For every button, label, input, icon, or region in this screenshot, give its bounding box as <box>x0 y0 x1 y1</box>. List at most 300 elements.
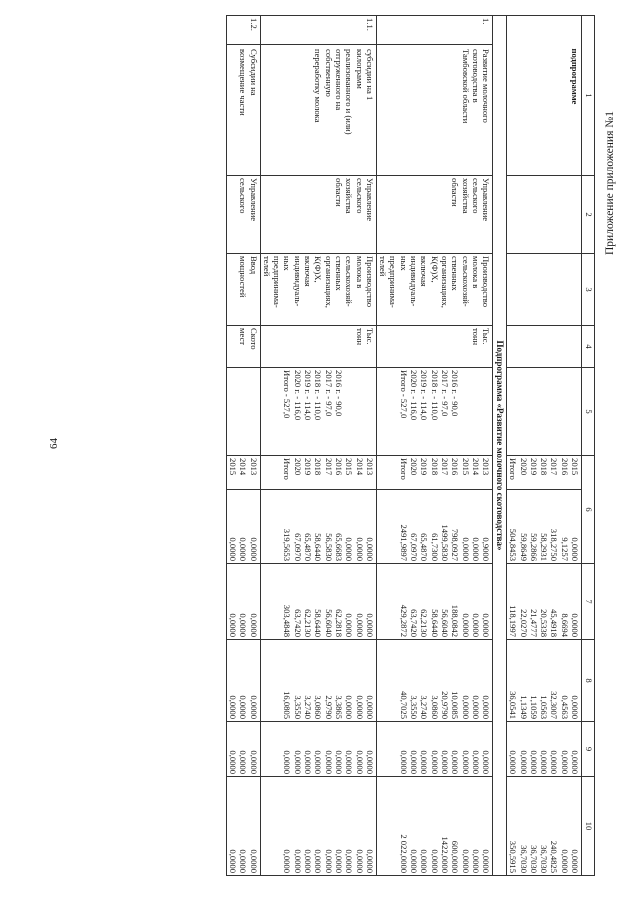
cell-line: 3,2740 <box>419 695 430 720</box>
cell-line: 0,0000 <box>323 750 334 775</box>
cell-line: 20,9790 <box>439 691 450 720</box>
cell-line: 0,0000 <box>313 750 324 775</box>
cell-line <box>471 370 481 453</box>
cell-line: 2019 <box>419 458 430 476</box>
cell-line: Развитие молочного <box>481 49 492 123</box>
cell-line: 67,0970 <box>409 533 420 562</box>
cell-line: 0,0000 <box>248 695 259 720</box>
cell-line: 2 022,0000 <box>398 834 409 874</box>
cell-line: 0,0000 <box>303 750 314 775</box>
cell-line: 0,0000 <box>528 750 539 775</box>
cell-c9 <box>226 722 260 777</box>
cell-line: 0,0000 <box>470 695 481 720</box>
cell-c6 <box>376 490 492 564</box>
cell-line: 429,2872 <box>398 604 409 638</box>
cell-line: 21,4777 <box>528 609 539 638</box>
cell-line: области <box>333 178 344 207</box>
cell-line: 2019 <box>303 458 314 476</box>
cell-line: 188,0842 <box>450 604 461 638</box>
cell-line: сельского <box>354 178 365 214</box>
cell-line: 3,3550 <box>409 695 420 720</box>
cell-line: 3,0860 <box>429 695 440 720</box>
cell-line: Итого <box>398 458 409 480</box>
cell-line: тонн <box>354 328 365 346</box>
cell-line: 0,0000 <box>481 695 492 720</box>
cell-line: 0,0000 <box>248 750 259 775</box>
cell-line: тонн <box>470 328 481 346</box>
cell-line: 0,0000 <box>292 750 303 775</box>
cell-line: организациях, <box>323 256 334 308</box>
cell-line: 0,0000 <box>539 750 550 775</box>
cell-line: 2018 г. - 110,0 <box>313 370 324 421</box>
cell-line: 2018 <box>539 458 550 476</box>
cell-line: 798,0927 <box>450 528 461 562</box>
program-table <box>226 15 595 876</box>
cell-years <box>226 456 260 490</box>
cell-line: 2018 <box>429 458 440 476</box>
cell-line: 65,6683 <box>333 533 344 562</box>
cell-line: 2013 <box>481 458 492 476</box>
cell-targets <box>376 368 492 456</box>
cell-line: хозяйства <box>344 178 355 214</box>
cell-line: хозяйства <box>460 178 471 214</box>
cell-line: сельского <box>470 178 481 214</box>
cell-line: 0,0000 <box>228 750 238 775</box>
cell-line: 0,0000 <box>354 750 365 775</box>
cell-line: 0,0000 <box>354 695 365 720</box>
cell-c6 <box>260 490 376 564</box>
cell-line: 0,0000 <box>354 849 365 874</box>
cell-line: телей <box>261 256 272 277</box>
cell-line: 0,0000 <box>364 613 375 638</box>
cell-c7 <box>260 564 376 640</box>
cell-line: Итого - 527,0 <box>282 370 293 419</box>
cell-line: 3,0860 <box>313 695 324 720</box>
cell-line: Управление <box>248 178 259 222</box>
cell-c10 <box>376 777 492 876</box>
col-number-3: 3 <box>582 254 595 326</box>
cell-line: 318,2750 <box>549 528 560 562</box>
column-number-row <box>582 16 595 876</box>
cell-line: 1,1349 <box>518 695 529 720</box>
cell-line: Тамбовской области <box>460 49 471 124</box>
cell-line: 20,5338 <box>539 609 550 638</box>
cell-line: ственных <box>450 256 461 291</box>
cell-line: 2016 <box>333 458 344 476</box>
cell-line: 0,0000 <box>559 750 570 775</box>
cell-line: 0,0000 <box>364 849 375 874</box>
cell-line: 59,8649 <box>518 533 529 562</box>
cell-line: 0,0000 <box>238 750 249 775</box>
cell-line: 36,7030 <box>539 845 550 874</box>
cell-line: Управление <box>481 178 492 222</box>
cell-line: 0,0000 <box>470 613 481 638</box>
cell-line: 2491,9897 <box>398 524 409 562</box>
total-row <box>506 16 581 876</box>
cell-line: собственную <box>323 49 334 97</box>
cell-targets <box>226 368 260 456</box>
cell-line: 2015 <box>570 458 580 476</box>
cell-executor <box>260 176 376 254</box>
cell-line: 2020 г. - 116,0 <box>292 370 303 421</box>
cell-line: 36,7030 <box>528 845 539 874</box>
cell-line: Итого <box>282 458 293 480</box>
cell-line: 0,0000 <box>518 750 529 775</box>
cell-line: 0,0000 <box>333 750 344 775</box>
cell-line: 56,5830 <box>323 533 334 562</box>
cell-line: 0,0000 <box>282 849 293 874</box>
cell-line: 65,4870 <box>419 533 430 562</box>
cell-line: 0,0000 <box>470 750 481 775</box>
cell-c9 <box>376 722 492 777</box>
cell-line: 0,0000 <box>344 849 355 874</box>
cell-line: 0,0000 <box>450 750 461 775</box>
cell-indicator <box>226 254 260 326</box>
cell-line: 0,0000 <box>460 537 471 562</box>
cell-line: 0,0000 <box>248 537 259 562</box>
cell-line: Управление <box>364 178 375 222</box>
cell-line: 62,2130 <box>303 609 314 638</box>
cell-line: включая <box>303 256 314 287</box>
cell-line: ственных <box>333 256 344 291</box>
table-row <box>260 16 376 876</box>
cell-line: 303,4848 <box>282 604 293 638</box>
cell-line: 2015 <box>344 458 355 476</box>
cell-line: Производство <box>364 256 375 308</box>
cell-line: скотоводства в <box>470 49 481 103</box>
cell-line: 63,7420 <box>292 609 303 638</box>
cell-line: 0,4563 <box>559 695 570 720</box>
cell-line: 36,0541 <box>508 691 519 720</box>
col-number-1: 1 <box>582 16 595 176</box>
cell-c8 <box>226 640 260 722</box>
cell-line: Итого <box>508 458 519 480</box>
col-number-5: 5 <box>582 368 595 456</box>
page-number: 64 <box>48 438 60 449</box>
cell-line: 56,6040 <box>439 609 450 638</box>
cell-executor <box>226 176 260 254</box>
cell-line: 2017 г. - 97,0 <box>323 370 334 417</box>
cell-c8 <box>260 640 376 722</box>
cell-line: 0,0000 <box>228 695 238 720</box>
cell-line: сельского <box>238 178 249 214</box>
col-number-10: 10 <box>582 777 595 876</box>
cell-line: 504,8453 <box>508 528 519 562</box>
cell-line: переработку молока <box>313 49 324 123</box>
cell-line: возмещение части <box>238 49 249 116</box>
cell-line: 63,7420 <box>409 609 420 638</box>
cell-line: 0,0000 <box>460 750 471 775</box>
cell-c7 <box>376 564 492 640</box>
cell-line: 9,1257 <box>559 537 570 562</box>
cell-c10 <box>226 777 260 876</box>
cell-line: 0,0000 <box>409 849 420 874</box>
cell-line: 2020 г. - 116,0 <box>409 370 420 421</box>
col-number-2: 2 <box>582 176 595 254</box>
cell-line: 36,7030 <box>518 845 529 874</box>
cell-c7 <box>506 564 581 640</box>
cell-line: 16,0805 <box>282 691 293 720</box>
cell-unit <box>226 326 260 368</box>
cell-c8 <box>506 640 581 722</box>
cell-line: мощностей <box>238 256 249 298</box>
table-row <box>376 16 492 876</box>
cell-indicator <box>376 254 492 326</box>
cell-line: мест <box>238 328 249 346</box>
cell-line: 2016 <box>450 458 461 476</box>
cell-line: 22,0270 <box>518 609 529 638</box>
cell-line: Тыс. <box>481 328 492 345</box>
cell-line: К(Ф)Х, <box>429 256 440 283</box>
cell-c9 <box>260 722 376 777</box>
cell-line: 0,0000 <box>460 695 471 720</box>
cell-line: 0,0000 <box>409 750 420 775</box>
cell-line: 2014 <box>354 458 365 476</box>
cell-line: 0,0000 <box>313 849 324 874</box>
cell-line: 40,7025 <box>398 691 409 720</box>
col-number-7: 7 <box>582 564 595 640</box>
cell-line: 58,2931 <box>539 533 550 562</box>
cell-line: 2020 <box>292 458 303 476</box>
col-number-8: 8 <box>582 640 595 722</box>
cell-line: 0,0000 <box>570 849 580 874</box>
cell-line: 0,0000 <box>470 849 481 874</box>
cell-line: 45,4918 <box>549 609 560 638</box>
cell-line: 0,9000 <box>481 537 492 562</box>
cell-line: 0,0000 <box>549 750 560 775</box>
cell-indicator <box>260 254 376 326</box>
cell-line: области <box>450 178 461 207</box>
cell-line: 0,0000 <box>303 849 314 874</box>
cell-line: отгруженного на <box>333 49 344 111</box>
cell-line: 0,0000 <box>570 537 580 562</box>
cell-line: 2018 <box>313 458 324 476</box>
cell-line: субсидии на 1 <box>364 49 375 101</box>
rotated-table-container <box>95 15 595 875</box>
cell-line: 1499,5830 <box>439 524 450 562</box>
cell-line: 0,0000 <box>481 750 492 775</box>
cell-line: 3,3865 <box>333 695 344 720</box>
cell-unit <box>376 326 492 368</box>
cell-line: ных <box>398 256 409 271</box>
cell-years <box>260 456 376 490</box>
cell-line: 0,0000 <box>364 695 375 720</box>
cell-line: 0,0000 <box>323 849 334 874</box>
cell-line: 2014 <box>238 458 249 476</box>
cell-line <box>481 370 491 453</box>
cell-line: 2019 г. - 114,0 <box>303 370 314 421</box>
cell-line: 0,0000 <box>238 695 249 720</box>
cell-name <box>260 45 376 176</box>
cell-line: 2017 <box>439 458 450 476</box>
cell-line: 0,0000 <box>292 849 303 874</box>
cell-line: 2015 <box>460 458 471 476</box>
cell-line: 2013 <box>364 458 375 476</box>
cell-line: 0,0000 <box>282 750 293 775</box>
cell-line: 0,0000 <box>429 849 440 874</box>
cell-line: 0,0000 <box>238 537 249 562</box>
cell-line: 2013 <box>248 458 259 476</box>
cell-line: 0,0000 <box>228 537 238 562</box>
cell-line: сельскохозяй- <box>460 256 471 307</box>
cell-line: 3,2740 <box>303 695 314 720</box>
cell-line: 0,0000 <box>398 750 409 775</box>
cell-line: организациях, <box>439 256 450 308</box>
cell-unit <box>260 326 376 368</box>
table-row <box>226 16 260 876</box>
row-number: 1.2. <box>226 16 260 45</box>
cell-line: 62,2818 <box>333 609 344 638</box>
col-number-6: 6 <box>582 456 595 564</box>
cell-line: Производство <box>481 256 492 308</box>
cell-line: 0,0000 <box>228 613 238 638</box>
cell-line: Тыс. <box>364 328 375 345</box>
cell-c7 <box>226 564 260 640</box>
cell-line: 2017 г. - 97,0 <box>439 370 450 417</box>
cell-line: 0,0000 <box>344 695 355 720</box>
cell-line: 0,0000 <box>354 613 365 638</box>
cell-executor <box>376 176 492 254</box>
cell-line: 58,6440 <box>429 609 440 638</box>
cell-years <box>506 456 581 490</box>
col-number-4: 4 <box>582 326 595 368</box>
cell-line: молока в <box>470 256 481 289</box>
cell-line: включая <box>419 256 430 287</box>
cell-line: 0,0000 <box>460 849 471 874</box>
cell-line: 0,0000 <box>333 849 344 874</box>
cell-c8 <box>376 640 492 722</box>
cell-line: 2019 г. - 114,0 <box>419 370 430 421</box>
cell-line <box>460 370 470 453</box>
cell-line: 67,0970 <box>292 533 303 562</box>
cell-line: 0,0000 <box>238 613 249 638</box>
subprogram-title-row <box>493 16 507 876</box>
cell-line: 0,0000 <box>248 613 259 638</box>
cell-line: ных <box>282 256 293 271</box>
cell-line: сельскохозяй- <box>344 256 355 307</box>
cell-line: 2017 <box>549 458 560 476</box>
cell-line: 0,0000 <box>248 849 259 874</box>
cell-line: 240,4825 <box>549 840 560 874</box>
cell-line: Ввод <box>248 256 259 275</box>
cell-line: 0,0000 <box>481 613 492 638</box>
cell-c6 <box>226 490 260 564</box>
cell-c9 <box>506 722 581 777</box>
cell-line: Субсидии на <box>248 49 259 96</box>
cell-line: 0,0000 <box>238 849 249 874</box>
col-number-9: 9 <box>582 722 595 777</box>
cell-line: 61,7300 <box>429 533 440 562</box>
cell-line: 1,1059 <box>528 695 539 720</box>
cell-name <box>226 45 260 176</box>
cell-line: 1422,0000 <box>439 836 450 874</box>
cell-line: 32,3007 <box>549 691 560 720</box>
cell-line: 2015 <box>228 458 238 476</box>
cell-line: 2014 <box>470 458 481 476</box>
cell-line: 62,2130 <box>419 609 430 638</box>
cell-line: 0,0000 <box>481 849 492 874</box>
cell-name <box>376 45 492 176</box>
cell-line: 1,0563 <box>539 695 550 720</box>
cell-line <box>365 370 375 453</box>
cell-line: килограмм <box>354 49 365 89</box>
cell-line: Ското <box>248 328 259 350</box>
subprogram-title: Подпрограмма «Развитие молочного скотоводства» <box>493 16 507 876</box>
cell-line: 2016 <box>559 458 570 476</box>
cell-line: Итого - 527,0 <box>398 370 409 419</box>
cell-line: 0,0000 <box>228 849 238 874</box>
row-number: 1.1. <box>260 16 376 45</box>
cell-line: 0,0000 <box>508 750 519 775</box>
cell-line: 3,3550 <box>292 695 303 720</box>
cell-line: 0,0000 <box>364 537 375 562</box>
cell-line: предпринима- <box>272 256 283 308</box>
cell-line: 0,0000 <box>429 750 440 775</box>
cell-line: телей <box>378 256 389 277</box>
cell-line: К(Ф)Х, <box>313 256 324 283</box>
cell-line: 0,0000 <box>419 750 430 775</box>
cell-line: 2020 <box>518 458 529 476</box>
cell-line: 0,0000 <box>344 750 355 775</box>
cell-line: 65,4870 <box>303 533 314 562</box>
cell-c6 <box>506 490 581 564</box>
cell-line: 58,6440 <box>313 609 324 638</box>
cell-years <box>376 456 492 490</box>
total-label: подпрограмме <box>506 45 581 176</box>
cell-line: 59,2866 <box>528 533 539 562</box>
appendix-label: Приложение приложения №1 <box>604 111 616 255</box>
cell-line: 2018 г. - 110,0 <box>429 370 440 421</box>
cell-line: 0,0000 <box>344 613 355 638</box>
cell-line: 0,0000 <box>344 537 355 562</box>
row-number: 1. <box>376 16 492 45</box>
cell-line: 0,0000 <box>570 613 580 638</box>
cell-line: молока в <box>354 256 365 289</box>
cell-c10 <box>260 777 376 876</box>
cell-line: реализованного и (или) <box>344 49 355 135</box>
cell-line: 0,0000 <box>559 849 570 874</box>
cell-line: 319,5653 <box>282 528 293 562</box>
cell-line: индивидуаль- <box>409 256 420 307</box>
cell-line: 118,1997 <box>508 605 519 638</box>
cell-line: 58,6440 <box>313 533 324 562</box>
cell-line: 600,0000 <box>450 840 461 874</box>
cell-line: 2016 г. - 90,0 <box>333 370 344 417</box>
cell-line: 0,0000 <box>460 613 471 638</box>
cell-line: предпринима- <box>388 256 399 308</box>
cell-line <box>354 370 364 453</box>
cell-line: 2016 г. - 90,0 <box>450 370 461 417</box>
cell-line: 350,5915 <box>508 840 519 874</box>
cell-line: 2020 <box>409 458 420 476</box>
cell-line: 10,0085 <box>450 691 461 720</box>
cell-line: 0,0000 <box>570 695 580 720</box>
cell-line <box>344 370 354 453</box>
cell-line: 0,0000 <box>354 537 365 562</box>
cell-line: 0,0000 <box>419 849 430 874</box>
cell-line: 56,6040 <box>323 609 334 638</box>
cell-line: индивидуаль- <box>292 256 303 307</box>
cell-line: 0,0000 <box>570 750 580 775</box>
cell-targets <box>260 368 376 456</box>
cell-line: 0,0000 <box>470 537 481 562</box>
cell-c10 <box>506 777 581 876</box>
cell-line: 2017 <box>323 458 334 476</box>
cell-line: 0,0000 <box>364 750 375 775</box>
cell-line: 0,0000 <box>439 750 450 775</box>
cell-line: 2019 <box>528 458 539 476</box>
cell-line: 8,6694 <box>559 613 570 638</box>
